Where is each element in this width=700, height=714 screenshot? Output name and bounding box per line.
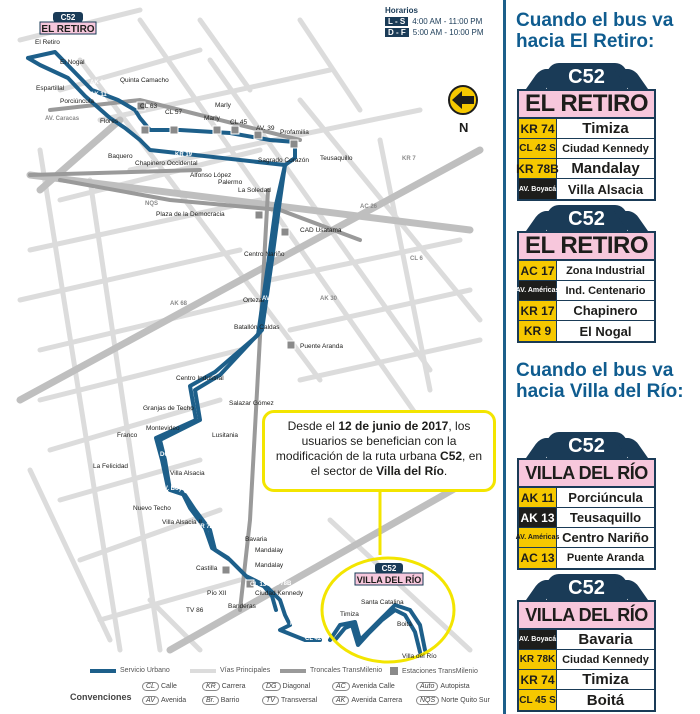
road-label: AV. Caracas: [45, 116, 80, 122]
convention: CL Calle: [142, 682, 177, 691]
svg-text:C52: C52: [60, 13, 76, 22]
legend-main-roads: Vías Principales: [190, 667, 270, 674]
destination-badge: [355, 563, 423, 585]
stop-row: AK 11 Porciúncula: [519, 488, 654, 508]
svg-text:EL RETIRO: EL RETIRO: [41, 24, 95, 35]
legend-stations: Estaciones TransMilenio: [390, 667, 478, 675]
road-label: AV. Américas: [262, 296, 300, 302]
road-label: CL 45 Sur: [372, 634, 400, 640]
road-label: NQS: [145, 201, 159, 207]
convention: AC Avenida Calle: [332, 682, 395, 691]
place-label: CAD Usatama: [300, 227, 342, 234]
stop-row: AV. Boyacá Villa Alsacia: [519, 179, 654, 199]
road-label: CL 13: [250, 582, 267, 588]
place-label: Centro Nariño: [244, 251, 285, 258]
place-label: Boitá: [397, 621, 412, 628]
road-label: DG 13: [160, 452, 178, 458]
place-label: Pío XII: [207, 590, 227, 597]
road-label: KR 7: [402, 156, 416, 162]
card-route-code: C52: [547, 205, 627, 231]
place-label: La Soledad: [238, 187, 271, 194]
place-label: Teusaquillo: [320, 155, 353, 162]
stop-row: AK 13 Teusaquillo: [519, 508, 654, 528]
card-route-code: C52: [547, 432, 627, 458]
stop-row: KR 78K Ciudad Kennedy: [519, 650, 654, 670]
place-label: Centro Industrial: [176, 375, 224, 382]
place-label: Villa Alsacia II: [162, 519, 202, 526]
place-label: Castilla: [196, 565, 218, 572]
schedule-title: Horarios: [385, 6, 418, 15]
place-label: Chapinero Occidental: [135, 160, 198, 167]
convention: DG Diagonal: [262, 682, 310, 691]
schedule-row: D - F 5:00 AM - 10:00 PM: [385, 28, 483, 37]
place-label: Marly: [215, 102, 231, 109]
place-label: Sagrado Corazón: [258, 157, 309, 164]
stop-row: KR 78B Mandalay: [519, 159, 654, 179]
place-label: Flores: [100, 118, 119, 125]
place-label: La Felicidad: [93, 463, 129, 470]
north-arrow-icon: [449, 86, 477, 114]
stop-row: AC 17 Zona Industrial: [519, 261, 654, 281]
place-label: Mandalay: [255, 547, 284, 554]
legend-trunk-lines: Troncales TransMilenio: [280, 667, 382, 674]
place-label: CL 45: [230, 119, 248, 126]
place-label: Marly: [204, 115, 220, 122]
place-label: Bavaria: [245, 536, 268, 543]
convention: Auto Autopista: [416, 682, 470, 691]
panel-divider: [503, 0, 506, 714]
place-label: Palermo: [218, 179, 243, 186]
place-label: Ortezal: [243, 297, 264, 304]
legend-urban-service: Servicio Urbano: [90, 667, 170, 674]
schedule: [385, 6, 483, 37]
place-label: Villa Alsacia: [170, 470, 205, 477]
place-label: El Nogal: [60, 59, 85, 66]
card-destination: VILLA DEL RÍO: [519, 602, 654, 630]
road-label: AK 9: [90, 80, 104, 86]
schedule-row: L - S 4:00 AM - 11:00 PM: [385, 17, 483, 26]
place-label: Puente Aranda: [300, 343, 344, 350]
north-label: N: [459, 120, 469, 135]
stop-row: KR 17 Chapinero: [519, 301, 654, 321]
place-label: Espartillal: [36, 85, 65, 92]
card-route-code: C52: [547, 574, 627, 600]
convention: TV Transversal: [262, 696, 317, 705]
route-change-notice: Desde el 12 de junio de 2017, los usuarios se benefician con la modificación de la ruta urbana C52, en el sector de Villa del Río.: [262, 410, 496, 492]
place-label: TV 86: [186, 607, 204, 614]
place-label: Timiza: [340, 611, 359, 618]
road-label: CL 6: [410, 256, 423, 262]
card-destination: EL RETIRO: [519, 91, 654, 119]
origin-badge: [40, 12, 96, 35]
main-roads: [20, 120, 480, 650]
place-label: Santa Catalina: [361, 599, 404, 606]
map-legend: [70, 664, 500, 714]
convention: AV Avenida: [142, 696, 186, 705]
convention: KR Carrera: [202, 682, 245, 691]
place-label: Villa del Río: [402, 653, 437, 660]
place-label: AV. 39: [256, 125, 275, 132]
place-label: Banderas: [228, 603, 256, 610]
convention: AK Avenida Carrera: [332, 696, 402, 705]
road-label: AK 17: [205, 408, 223, 414]
place-label: Lusitania: [212, 432, 239, 439]
stop-card-retiro-1: [517, 63, 656, 201]
road-label: KR 19: [175, 152, 193, 158]
road-label: AV. Boyacá: [160, 486, 193, 492]
stop-row: AV. Boyacá Bavaria: [519, 630, 654, 650]
convention: Br. Barrio: [202, 696, 239, 705]
place-label: Nuevo Techo: [133, 505, 171, 512]
legend-title: Convenciones: [70, 692, 132, 702]
card-destination: EL RETIRO: [519, 233, 654, 261]
stop-row: AC 13 Puente Aranda: [519, 548, 654, 568]
road-label: CL 42 S: [305, 636, 327, 642]
place-label: Batallón Caldas: [234, 324, 280, 331]
stop-card-retiro-2: [517, 205, 656, 343]
road-label: AK 11: [90, 92, 107, 98]
heading-to-villa: Cuando el bus va hacia Villa del Río:: [516, 360, 684, 402]
place-label: Baquero: [108, 153, 133, 160]
svg-text:VILLA DEL RÍO: VILLA DEL RÍO: [356, 575, 422, 585]
stop-card-villa-2: [517, 574, 656, 712]
convention: NQS Norte Quito Sur: [416, 696, 490, 705]
road-label: KR 74: [290, 621, 308, 627]
place-label: Salazar Gómez: [229, 400, 274, 407]
stop-row: KR 74 Timiza: [519, 670, 654, 690]
heading-to-retiro: Cuando el bus va hacia El Retiro:: [516, 10, 674, 52]
road-label: AK 68: [170, 301, 188, 307]
stop-row: AV. Américas Centro Nariño: [519, 528, 654, 548]
stop-row: CL 42 S Ciudad Kennedy: [519, 139, 654, 159]
card-route-code: C52: [547, 63, 627, 89]
stop-row: CL 45 S Boitá: [519, 691, 625, 709]
place-label: Granjas de Techo: [143, 405, 194, 412]
place-label: Ciudad Kennedy: [255, 590, 304, 597]
place-label: Mandalay: [255, 562, 284, 569]
road-label: KR 78B: [270, 581, 292, 587]
road-label: KR 72: [196, 524, 214, 530]
stop-row: KR 9 El Nogal: [519, 321, 654, 341]
road-label: AC 26: [360, 204, 378, 210]
place-label: Plaza de la Democracia: [156, 211, 225, 218]
place-label: Franco: [117, 432, 138, 439]
stop-card-villa-1: [517, 432, 656, 570]
place-label: Quinta Camacho: [120, 77, 169, 84]
road-label: KR 13: [180, 134, 198, 140]
place-label: Alfonso López: [190, 172, 232, 179]
stop-row: KR 74 Timiza: [519, 119, 654, 139]
place-label: CL 63: [140, 103, 158, 110]
road-label: AK 30: [320, 296, 338, 302]
place-label: El Retiro: [35, 39, 60, 46]
card-destination: VILLA DEL RÍO: [519, 460, 654, 488]
place-label: CL 57: [165, 109, 183, 116]
place-label: Montevideo: [146, 425, 180, 432]
place-label: Profamilia: [280, 129, 309, 136]
svg-text:C52: C52: [381, 564, 397, 573]
place-label: Porciúncula: [60, 98, 94, 105]
stop-row: AV. Américas Ind. Centenario: [519, 281, 654, 301]
